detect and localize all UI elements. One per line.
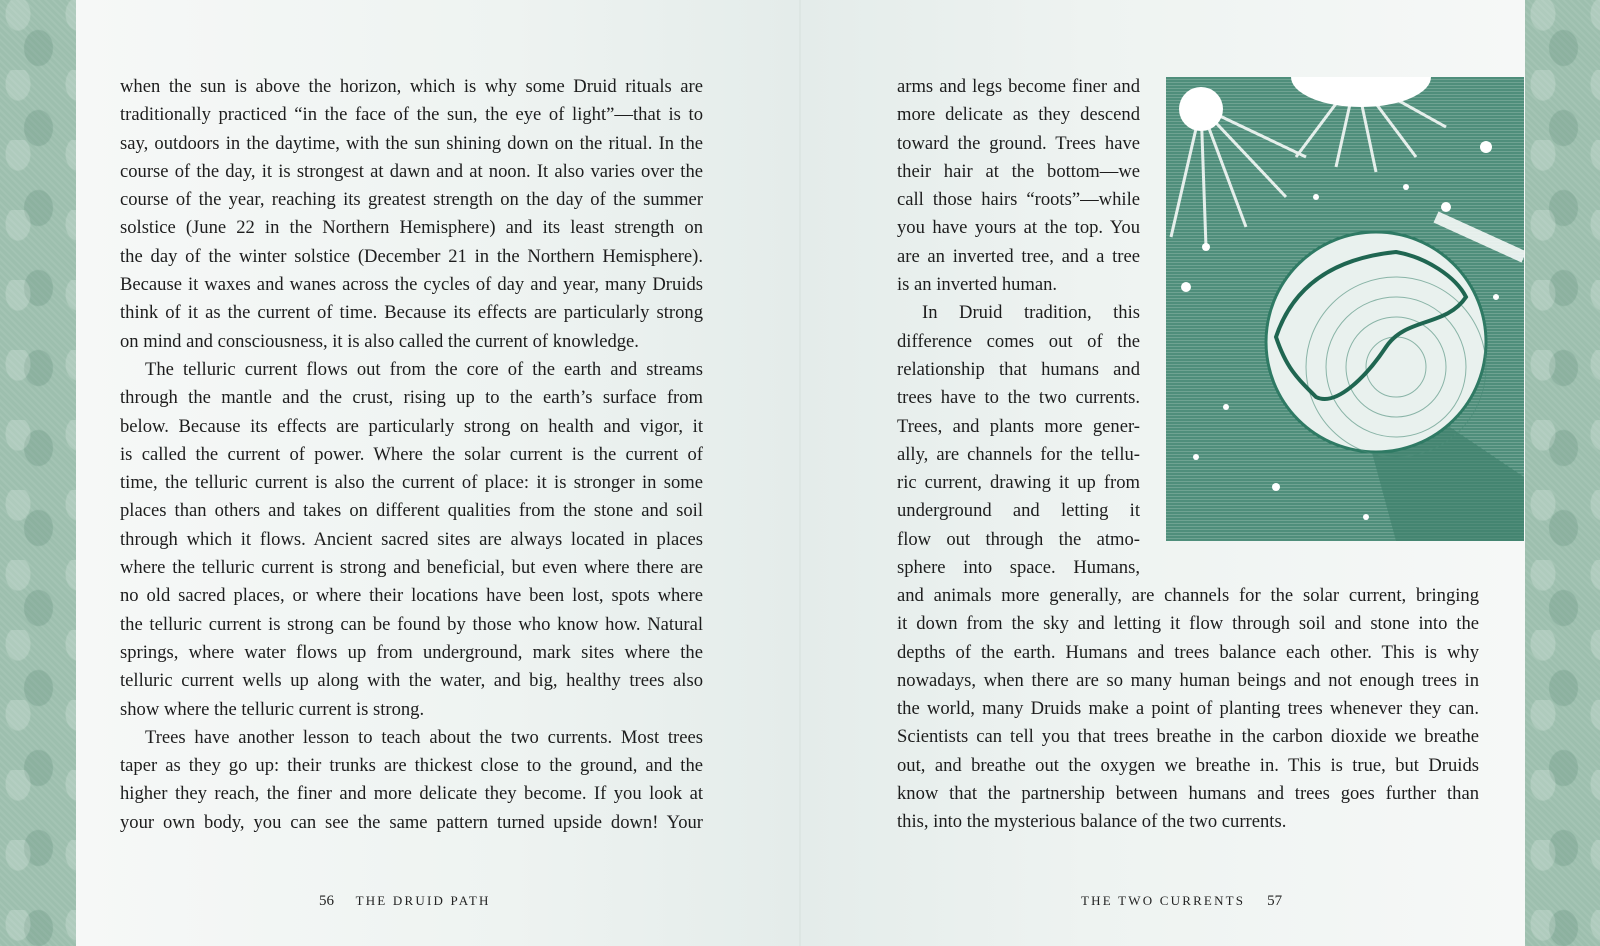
text-line: trees have to the two currents. — [897, 387, 1140, 409]
text-line: show where the telluric current is strong. — [120, 698, 425, 720]
text-line: depths of the earth. Humans and trees balance each other. This is why — [897, 641, 1479, 663]
text-line: through the mantle and the crust, rising up to the earth’s surface from — [120, 387, 703, 409]
text-line: out, and breathe out the oxygen we breathe in. This is true, but Druids — [897, 754, 1479, 776]
text-line: time, the telluric current is also the current of place: it is stronger in some — [120, 472, 703, 494]
text-line: the world, many Druids make a point of planting trees whenever they can. — [897, 698, 1479, 720]
text-line: relationship that humans and — [897, 358, 1140, 380]
book-gutter — [799, 0, 801, 946]
text-line: nowadays, when there are so many human beings and not enough trees in — [897, 669, 1479, 691]
text-line: solstice (June 22 in the Northern Hemisphere) and its least strength on — [120, 217, 703, 239]
decorative-border-right — [1525, 0, 1600, 946]
text-line: In Druid tradition, this — [922, 302, 1140, 324]
text-line: course of the day, it is strongest at dawn and at noon. It also varies over the — [120, 160, 703, 182]
text-line: it down from the sky and letting it flow through soil and stone into the — [897, 613, 1479, 635]
text-line: say, outdoors in the daytime, with the sun shining down on the ritual. In the — [120, 132, 703, 154]
text-line: difference comes out of the — [897, 330, 1140, 352]
text-line: Scientists can tell you that trees breathe in the carbon dioxide we breathe — [897, 726, 1479, 748]
text-line: arms and legs become finer and — [897, 76, 1140, 97]
text-line: no old sacred places, or where their locations have been lost, spots where — [120, 585, 703, 607]
text-line: Trees have another lesson to teach about the two currents. Most trees — [145, 726, 703, 748]
text-line: Because it waxes and wanes across the cycles of day and year, many Druids — [120, 274, 703, 296]
text-line: their hair at the bottom—we — [897, 160, 1140, 182]
text-line: are an inverted tree, and a tree — [897, 245, 1140, 267]
text-line: toward the ground. Trees have — [897, 132, 1140, 154]
text-line: your own body, you can see the same pattern turned upside down! Your — [120, 811, 703, 833]
text-line: through which it flows. Ancient sacred sites are always located in places — [120, 528, 703, 550]
running-head: THE TWO CURRENTS — [1081, 893, 1246, 908]
text-line: higher they reach, the finer and more delicate they become. If you look at — [120, 783, 703, 805]
text-line: the day of the winter solstice (December 21 in the Northern Hemisphere). — [120, 245, 703, 267]
text-line: more delicate as they descend — [897, 104, 1140, 126]
text-line: call those hairs “roots”—while — [897, 189, 1140, 211]
text-line: is an inverted human. — [897, 274, 1058, 296]
text-line: telluric current wells up along with the water, and big, healthy trees also — [120, 670, 703, 692]
text-line: you have yours at the top. You — [897, 217, 1140, 239]
right-page-body — [897, 582, 1479, 837]
text-line: below. Because its effects are particularly strong on health and vigor, it — [120, 415, 703, 437]
left-page-body — [120, 73, 703, 837]
text-line: this, into the mysterious balance of the two currents. — [897, 811, 1287, 833]
right-page-body-wrapped — [897, 73, 1140, 582]
right-page-footer — [1081, 893, 1282, 910]
text-line: know that the partnership between humans and trees goes further than — [897, 783, 1479, 805]
text-line: sphere into space. Humans, — [897, 557, 1140, 579]
decorative-border-left — [0, 0, 76, 946]
text-line: taper as they go up: their trunks are thickest close to the ground, and the — [120, 755, 703, 777]
text-line: course of the year, reaching its greatest strength on the day of the summer — [120, 189, 703, 211]
text-line: where the telluric current is strong and beneficial, but even where there are — [120, 557, 703, 579]
text-line: The telluric current flows out from the core of the earth and streams — [145, 358, 703, 380]
text-line: think of it as the current of time. Because its effects are particularly strong — [120, 302, 703, 324]
text-line: on mind and consciousness, it is also called the current of knowledge. — [120, 330, 639, 352]
text-line: ric current, drawing it up from — [897, 472, 1140, 494]
page-number: 57 — [1267, 893, 1283, 909]
text-line: and animals more generally, are channels for the solar current, bringing — [897, 585, 1479, 606]
sun-globe-engraving — [1166, 77, 1524, 541]
text-line: springs, where water flows up from underground, mark sites where the — [120, 641, 703, 663]
text-line: underground and letting it — [897, 500, 1140, 522]
page-number: 56 — [319, 893, 334, 909]
text-line: Trees, and plants more gener- — [897, 415, 1140, 437]
text-line: the telluric current is strong can be found by those who know how. Natural — [120, 613, 703, 635]
text-line: flow out through the atmo- — [897, 528, 1140, 550]
text-line: ally, are channels for the tellu- — [897, 443, 1140, 465]
text-line: traditionally practiced “in the face of the sun, the eye of light”—that is to — [120, 104, 703, 126]
left-page-footer — [319, 893, 491, 910]
text-line: when the sun is above the horizon, which is why some Druid rituals are — [120, 76, 703, 97]
text-line: is called the current of power. Where the solar current is the current of — [120, 443, 703, 465]
text-line: places than others and takes on different qualities from the stone and soil — [120, 500, 703, 522]
running-head: THE DRUID PATH — [355, 893, 491, 908]
